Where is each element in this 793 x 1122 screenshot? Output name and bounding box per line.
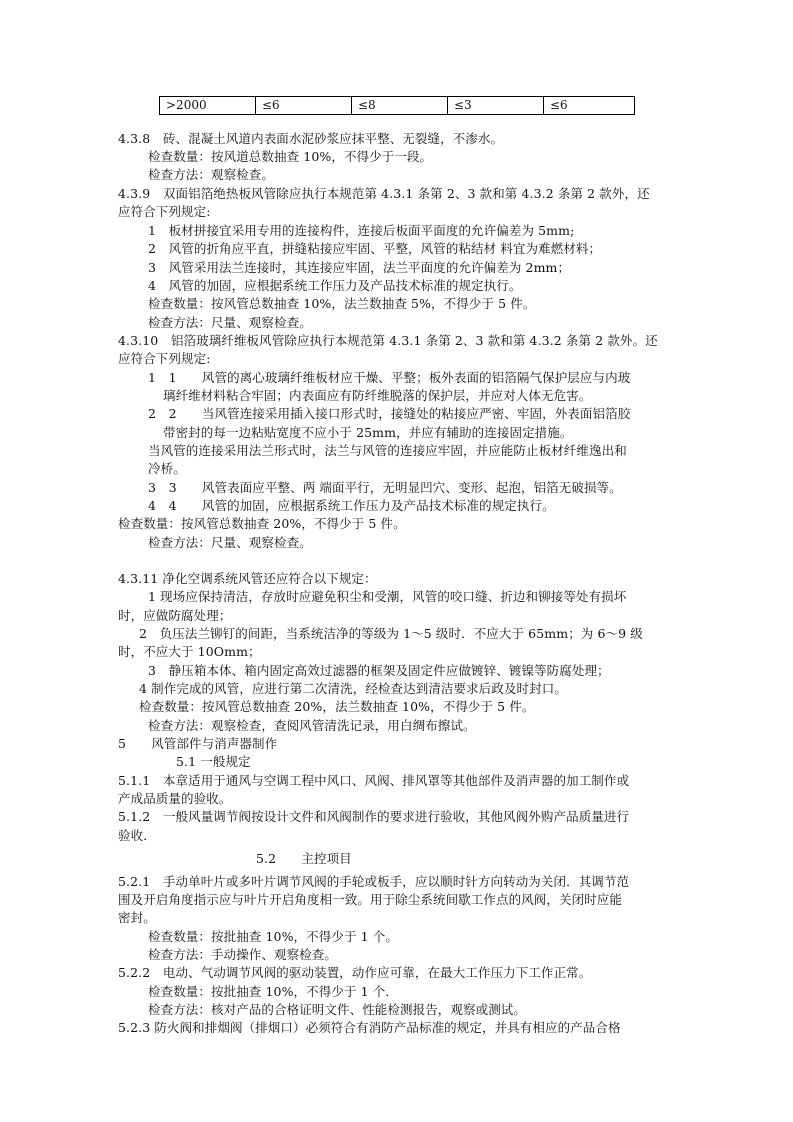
list-item: 2 风管的折角应平直，拼缝粘接应牢固、平整，风管的粘结材 料宜为难燃材料；	[148, 241, 602, 256]
list-item-continuation: 带密封的每一边粘贴宽度不应小于 25mm，并应有辅助的连接固定措施。	[163, 425, 573, 440]
table-cell: ≤6	[544, 97, 635, 115]
list-item: 1 1 风管的离心玻璃纤维板材应干燥、平整；板外表面的铝箔隔气保护层应与内玻	[148, 370, 631, 385]
clause-heading: 5.2.1 手动单叶片或多叶片调节风阀的手轮或板手，应以顺时针方向转动为关闭．其调节范	[118, 874, 630, 889]
clause-text: 产成品质量的验收。	[118, 791, 232, 806]
inspection-method: 检查方法：观察检查，查阅风管清洗记录，用白绸布擦试。	[148, 718, 476, 733]
list-item: 3 风管采用法兰连接时，其连接应牢固，法兰平面度的允许偏差为 2mm；	[148, 260, 571, 275]
inspection-method: 检查方法：尺量、观察检查。	[148, 315, 312, 330]
inspection-quantity: 检查数量：按风道总数抽查 10%，不得少于一段。	[148, 149, 433, 164]
clause-text: 验收．	[118, 828, 156, 843]
list-item: 1 板材拼接宜采用专用的连接构件，连接后板面平面度的允许偏差为 5mm;	[148, 223, 575, 238]
list-item-continuation: 时，不应大于 10Omm；	[118, 644, 261, 659]
list-item: 4 4 风管的加固，应根据系统工作压力及产品技术标准的规定执行。	[148, 498, 555, 513]
list-item-continuation: 时，应做防腐处理；	[118, 608, 232, 623]
table-row	[160, 97, 635, 115]
section-heading: 5.1 一般规定	[176, 754, 251, 769]
section-heading: 5.2 主控项目	[256, 851, 352, 866]
list-item: 2 负压法兰铆钉的间距，当系统洁净的等级为 1～5 级时．不应大于 65mm；为 6～9 级	[139, 626, 643, 641]
spec-table	[159, 96, 635, 115]
inspection-quantity: 检查数量：按风管总数抽查 20%，法兰数抽查 10%，不得少于 5 件。	[139, 699, 535, 714]
clause-text: 围及开启角度指示应与叶片开启角度相一致。用于除尘系统间歇工作点的风阀，关闭时应能	[118, 892, 623, 907]
clause-heading: 4.3.11 净化空调系统风管还应符合以下规定：	[118, 571, 377, 586]
clause-text: 当风管的连接采用法兰形式时，法兰与风管的连接应牢固，并应能防止板材纤维逸出和	[148, 443, 627, 458]
list-item: 3 3 风管表面应平整、两 端面平行，无明显凹穴、变形、起泡，铝箔无破损等。	[148, 480, 622, 495]
inspection-method: 检查方法：核对产品的合格证明文件、性能检测报告，观察或测试。	[148, 1002, 527, 1017]
clause-heading: 4.3.10 铝箔玻璃纤维板风管除应执行本规范第 4.3.1 条第 2、3 款和第 4.3.2 条第 2 款外。还	[118, 333, 658, 348]
inspection-quantity: 检查数量：按风管总数抽查 10%，法兰数抽查 5%，不得少于 5 件。	[148, 296, 536, 311]
table-cell: ≤3	[448, 97, 544, 115]
clause-heading: 5.1.2 一般风量调节阀按设计文件和风阀制作的要求进行验收，其他风阀外购产品质量进行	[118, 809, 630, 824]
chapter-heading: 5 风管部件与消声器制作	[118, 736, 278, 751]
clause-text: 冷桥。	[148, 461, 186, 476]
list-item: 1 现场应保持清洁，存放时应避免积尘和受潮，风管的咬口缝、折边和铆接等处有损坏	[148, 589, 627, 604]
table-cell: >2000	[160, 97, 256, 115]
clause-text: 应符合下列规定:	[118, 204, 211, 219]
list-item: 4 风管的加固，应根据系统工作压力及产品技术标准的规定执行。	[148, 278, 522, 293]
clause-heading: 5.2.3 防火阀和排烟阀（排烟口）必须符合有消防产品标准的规定，并具有相应的产品合格	[118, 1020, 621, 1035]
clause-heading: 4.3.9 双面铝箔绝热板风管除应执行本规范第 4.3.1 条第 2、3 款和第 4.3.2 条第 2 款外，还	[118, 186, 650, 201]
list-item: 3 静压箱本体、箱内固定高效过滤器的框架及固定件应做镀锌、镀镍等防腐处理；	[148, 663, 610, 678]
list-item: 2 2 当风管连接采用插入接口形式时，接缝处的粘接应严密、牢固，外表面铝箔胶	[148, 406, 631, 421]
list-item-continuation: 璃纤维材料粘合牢固；内表面应有防纤维脱落的保护层，并应对人体无危害。	[163, 388, 592, 403]
table-cell: ≤6	[256, 97, 352, 115]
list-item: 4 制作完成的风管，应进行第二次清洗，经检查达到清洁要求后政及时封口。	[139, 681, 567, 696]
clause-heading: 4.3.8 砖、混凝土风道内表面水泥砂浆应抹平整、无裂缝，不渗水。	[118, 131, 504, 146]
inspection-method: 检查方法：手动操作、观察检查。	[148, 947, 338, 962]
clause-heading: 5.1.1 本章适用于通风与空调工程中风口、风阀、排风罩等其他部件及消声器的加工制作或	[118, 773, 630, 788]
clause-text: 应符合下列规定:	[118, 351, 211, 366]
inspection-quantity: 检查数量：按风管总数抽查 20%，不得少于 5 件。	[118, 516, 406, 531]
inspection-quantity: 检查数量：按批抽查 10%，不得少于 1 个。	[148, 929, 398, 944]
table-cell: ≤8	[352, 97, 448, 115]
clause-heading: 5.2.2 电动、气动调节风阀的驱动装置，动作应可靠，在最大工作压力下工作正常。	[118, 965, 592, 980]
inspection-method: 检查方法：观察检查。	[148, 167, 275, 182]
clause-text: 密封。	[118, 910, 156, 925]
inspection-method: 检查方法：尺量、观察检查。	[148, 535, 312, 550]
inspection-quantity: 检查数量：按批抽查 10%，不得少于 1 个．	[148, 984, 398, 999]
